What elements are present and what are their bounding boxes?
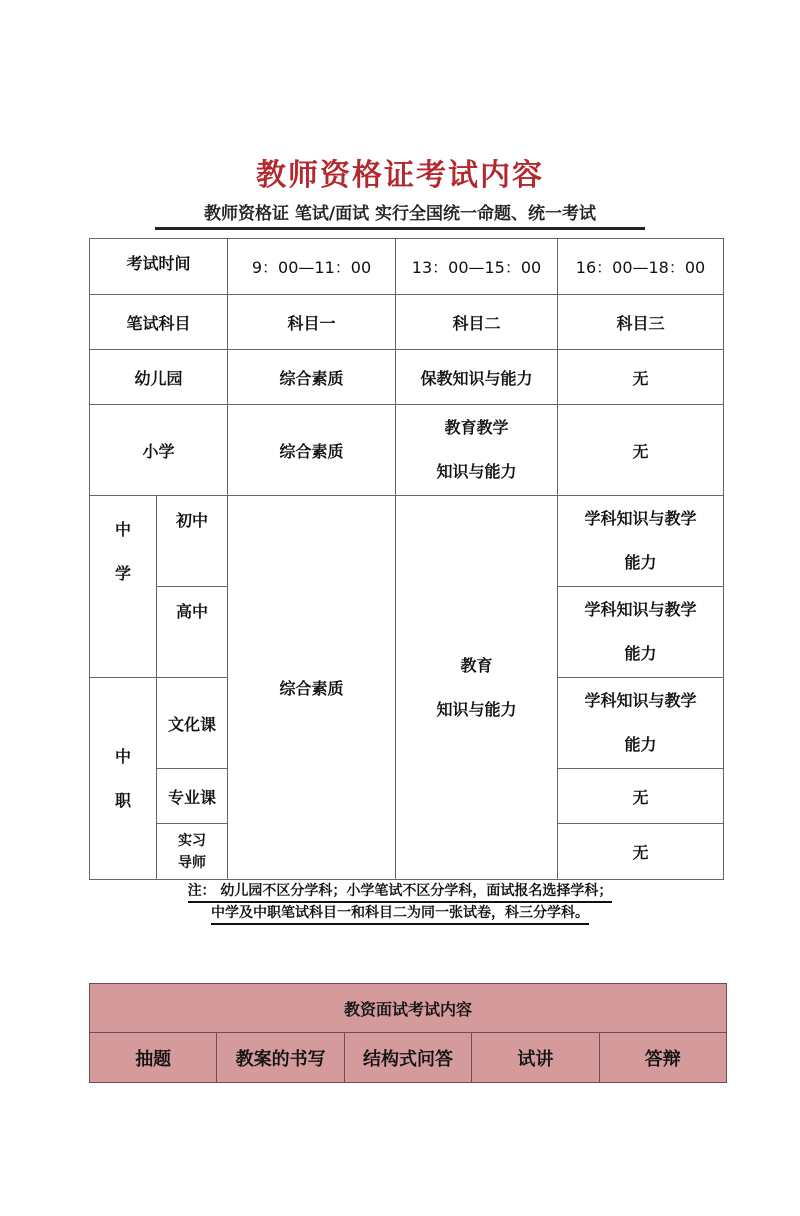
- shared-subject-2: [396, 496, 558, 880]
- footnote-line2: 中学及中职笔试科目一和科目二为同一张试卷，科三分学科。: [211, 903, 589, 925]
- primary-subject-2-line1: 教育教学: [444, 418, 509, 437]
- subject-1: 科目一: [228, 295, 396, 350]
- junior-subject-3-line1: 学科知识与教学: [584, 509, 697, 528]
- vocational-label-char1: 中: [114, 746, 131, 766]
- vocational-label-char2: 职: [114, 790, 131, 810]
- junior-label: 初中: [157, 496, 228, 587]
- junior-subject-3: [558, 496, 724, 587]
- time-slot-1: 9：00—11：00: [228, 239, 396, 295]
- page-subtitle: 教师资格证 笔试/面试 实行全国统一命题、统一考试: [155, 202, 645, 230]
- table-row-junior: [90, 496, 724, 587]
- subject-2: 科目二: [396, 295, 558, 350]
- mentor-subject-3: 无: [558, 824, 724, 880]
- time-slot-2: 13：00—15：00: [396, 239, 558, 295]
- senior-subject-3: [558, 587, 724, 678]
- kindergarten-label: 幼儿园: [90, 350, 228, 405]
- senior-subject-3-line2: 能力: [624, 644, 657, 663]
- junior-subject-3-line2: 能力: [624, 553, 657, 572]
- page-title: 教师资格证考试内容: [256, 158, 544, 193]
- kindergarten-subject-3: 无: [558, 350, 724, 405]
- middle-school-label-char1: 中: [114, 520, 131, 539]
- interview-header-row: [90, 984, 727, 1033]
- table-row-time: [90, 239, 724, 295]
- subject-header-label: 笔试科目: [90, 295, 228, 350]
- primary-subject-2: [396, 405, 558, 496]
- interview-step-defense: 答辩: [599, 1033, 726, 1083]
- interview-step-structured-qa: 结构式问答: [344, 1033, 471, 1083]
- middle-school-label-char2: 学: [114, 564, 131, 583]
- senior-label: 高中: [157, 587, 228, 678]
- culture-subject-3-line1: 学科知识与教学: [584, 691, 697, 710]
- primary-label: 小学: [90, 405, 228, 496]
- culture-subject-3-line2: 能力: [624, 735, 657, 754]
- written-exam-table: [89, 238, 724, 880]
- middle-school-label: [90, 496, 157, 678]
- interview-step-lesson-plan: 教案的书写: [217, 1033, 344, 1083]
- primary-subject-2-line2: 知识与能力: [436, 462, 517, 481]
- footnote: [131, 881, 669, 925]
- shared-subject-2-line2: 知识与能力: [436, 700, 517, 719]
- subject-3: 科目三: [558, 295, 724, 350]
- table-row-primary: [90, 405, 724, 496]
- vocational-label: [90, 678, 157, 880]
- mentor-label-line2: 导师: [178, 854, 206, 871]
- interview-table: [89, 983, 727, 1083]
- mentor-label-line1: 实习: [178, 832, 206, 849]
- primary-subject-1: 综合素质: [228, 405, 396, 496]
- culture-subject-3: [558, 678, 724, 769]
- shared-subject-2-line1: 教育: [460, 656, 493, 675]
- table-row-kindergarten: [90, 350, 724, 405]
- professional-subject-3: 无: [558, 769, 724, 824]
- interview-step-draw: 抽题: [90, 1033, 217, 1083]
- footnote-line1: 注： 幼儿园不区分学科；小学笔试不区分学科，面试报名选择学科；: [188, 881, 613, 903]
- interview-step-trial-lecture: 试讲: [472, 1033, 599, 1083]
- kindergarten-subject-1: 综合素质: [228, 350, 396, 405]
- mentor-label: [157, 824, 228, 880]
- primary-subject-3: 无: [558, 405, 724, 496]
- interview-title: 教资面试考试内容: [90, 984, 727, 1033]
- table-row-subjects: [90, 295, 724, 350]
- time-header-label: 考试时间: [90, 239, 228, 295]
- professional-label: 专业课: [157, 769, 228, 824]
- senior-subject-3-line1: 学科知识与教学: [584, 600, 697, 619]
- culture-label: 文化课: [157, 678, 228, 769]
- interview-steps-row: [90, 1033, 727, 1083]
- kindergarten-subject-2: 保教知识与能力: [396, 350, 558, 405]
- shared-subject-1: 综合素质: [228, 496, 396, 880]
- time-slot-3: 16：00—18：00: [558, 239, 724, 295]
